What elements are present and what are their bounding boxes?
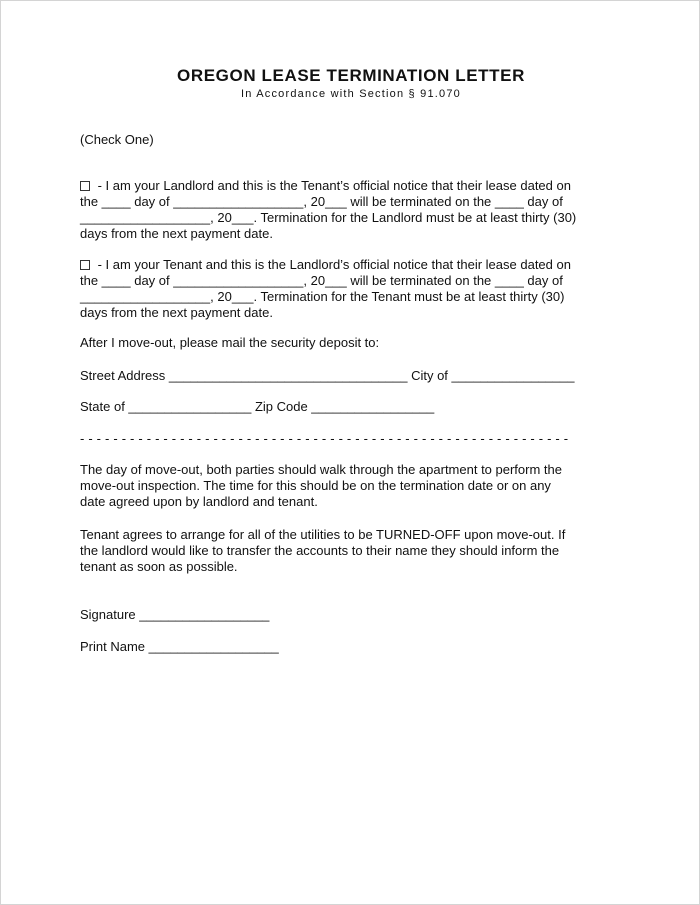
walkthrough-paragraph xyxy=(80,462,620,510)
tenant-option-line-2: the ____ day of __________________, 20___ will be terminated on the ____ day of xyxy=(80,273,563,288)
utilities-line-1: Tenant agrees to arrange for all of the utilities to be TURNED-OFF upon move-out. If xyxy=(80,527,566,542)
landlord-option-paragraph xyxy=(80,178,620,242)
tenant-option-line-4: days from the next payment date. xyxy=(80,305,273,320)
landlord-option-line-2: the ____ day of __________________, 20___ will be terminated on the ____ day of xyxy=(80,194,563,209)
tenant-option-line-1: - I am your Tenant and this is the Landlord’s official notice that their lease dated on xyxy=(80,257,620,273)
document-subtitle: In Accordance with Section § 91.070 xyxy=(241,88,461,100)
landlord-option-line-3: __________________, 20___. Termination for the Landlord must be at least thirty (30) xyxy=(80,210,577,225)
state-zip-field: State of _________________ Zip Code _________________ xyxy=(80,399,435,414)
landlord-option-line-4: days from the next payment date. xyxy=(80,226,273,241)
landlord-checkbox[interactable] xyxy=(80,181,90,191)
print-name-field: Print Name __________________ xyxy=(80,639,279,654)
tenant-option-line-3: __________________, 20___. Termination for the Tenant must be at least thirty (30) xyxy=(80,289,565,304)
walkthrough-line-3: date agreed upon by landlord and tenant. xyxy=(80,494,318,509)
dashed-divider: - - - - - - - - - - - - - - - - - - - - - - - - - - - - - - - - - - - - - - - - - - - - - - - - - - - - - - - - - - - xyxy=(80,431,569,446)
signature-field: Signature __________________ xyxy=(80,607,270,622)
utilities-line-2: the landlord would like to transfer the accounts to their name they should inform the xyxy=(80,543,560,558)
check-one-label: (Check One) xyxy=(80,132,154,147)
landlord-option-line-1: - I am your Landlord and this is the Tenant’s official notice that their lease dated on xyxy=(80,178,620,194)
walkthrough-line-1: The day of move-out, both parties should walk through the apartment to perform the xyxy=(80,462,562,477)
document-title: OREGON LEASE TERMINATION LETTER xyxy=(177,66,525,85)
street-address-field: Street Address _________________________________ City of _________________ xyxy=(80,368,575,383)
tenant-option-paragraph xyxy=(80,257,620,321)
tenant-checkbox[interactable] xyxy=(80,260,90,270)
deposit-instruction: After I move-out, please mail the security deposit to: xyxy=(80,335,380,350)
walkthrough-line-2: move-out inspection. The time for this should be on the termination date or on any xyxy=(80,478,551,493)
utilities-paragraph xyxy=(80,527,620,575)
utilities-line-3: tenant as soon as possible. xyxy=(80,559,238,574)
